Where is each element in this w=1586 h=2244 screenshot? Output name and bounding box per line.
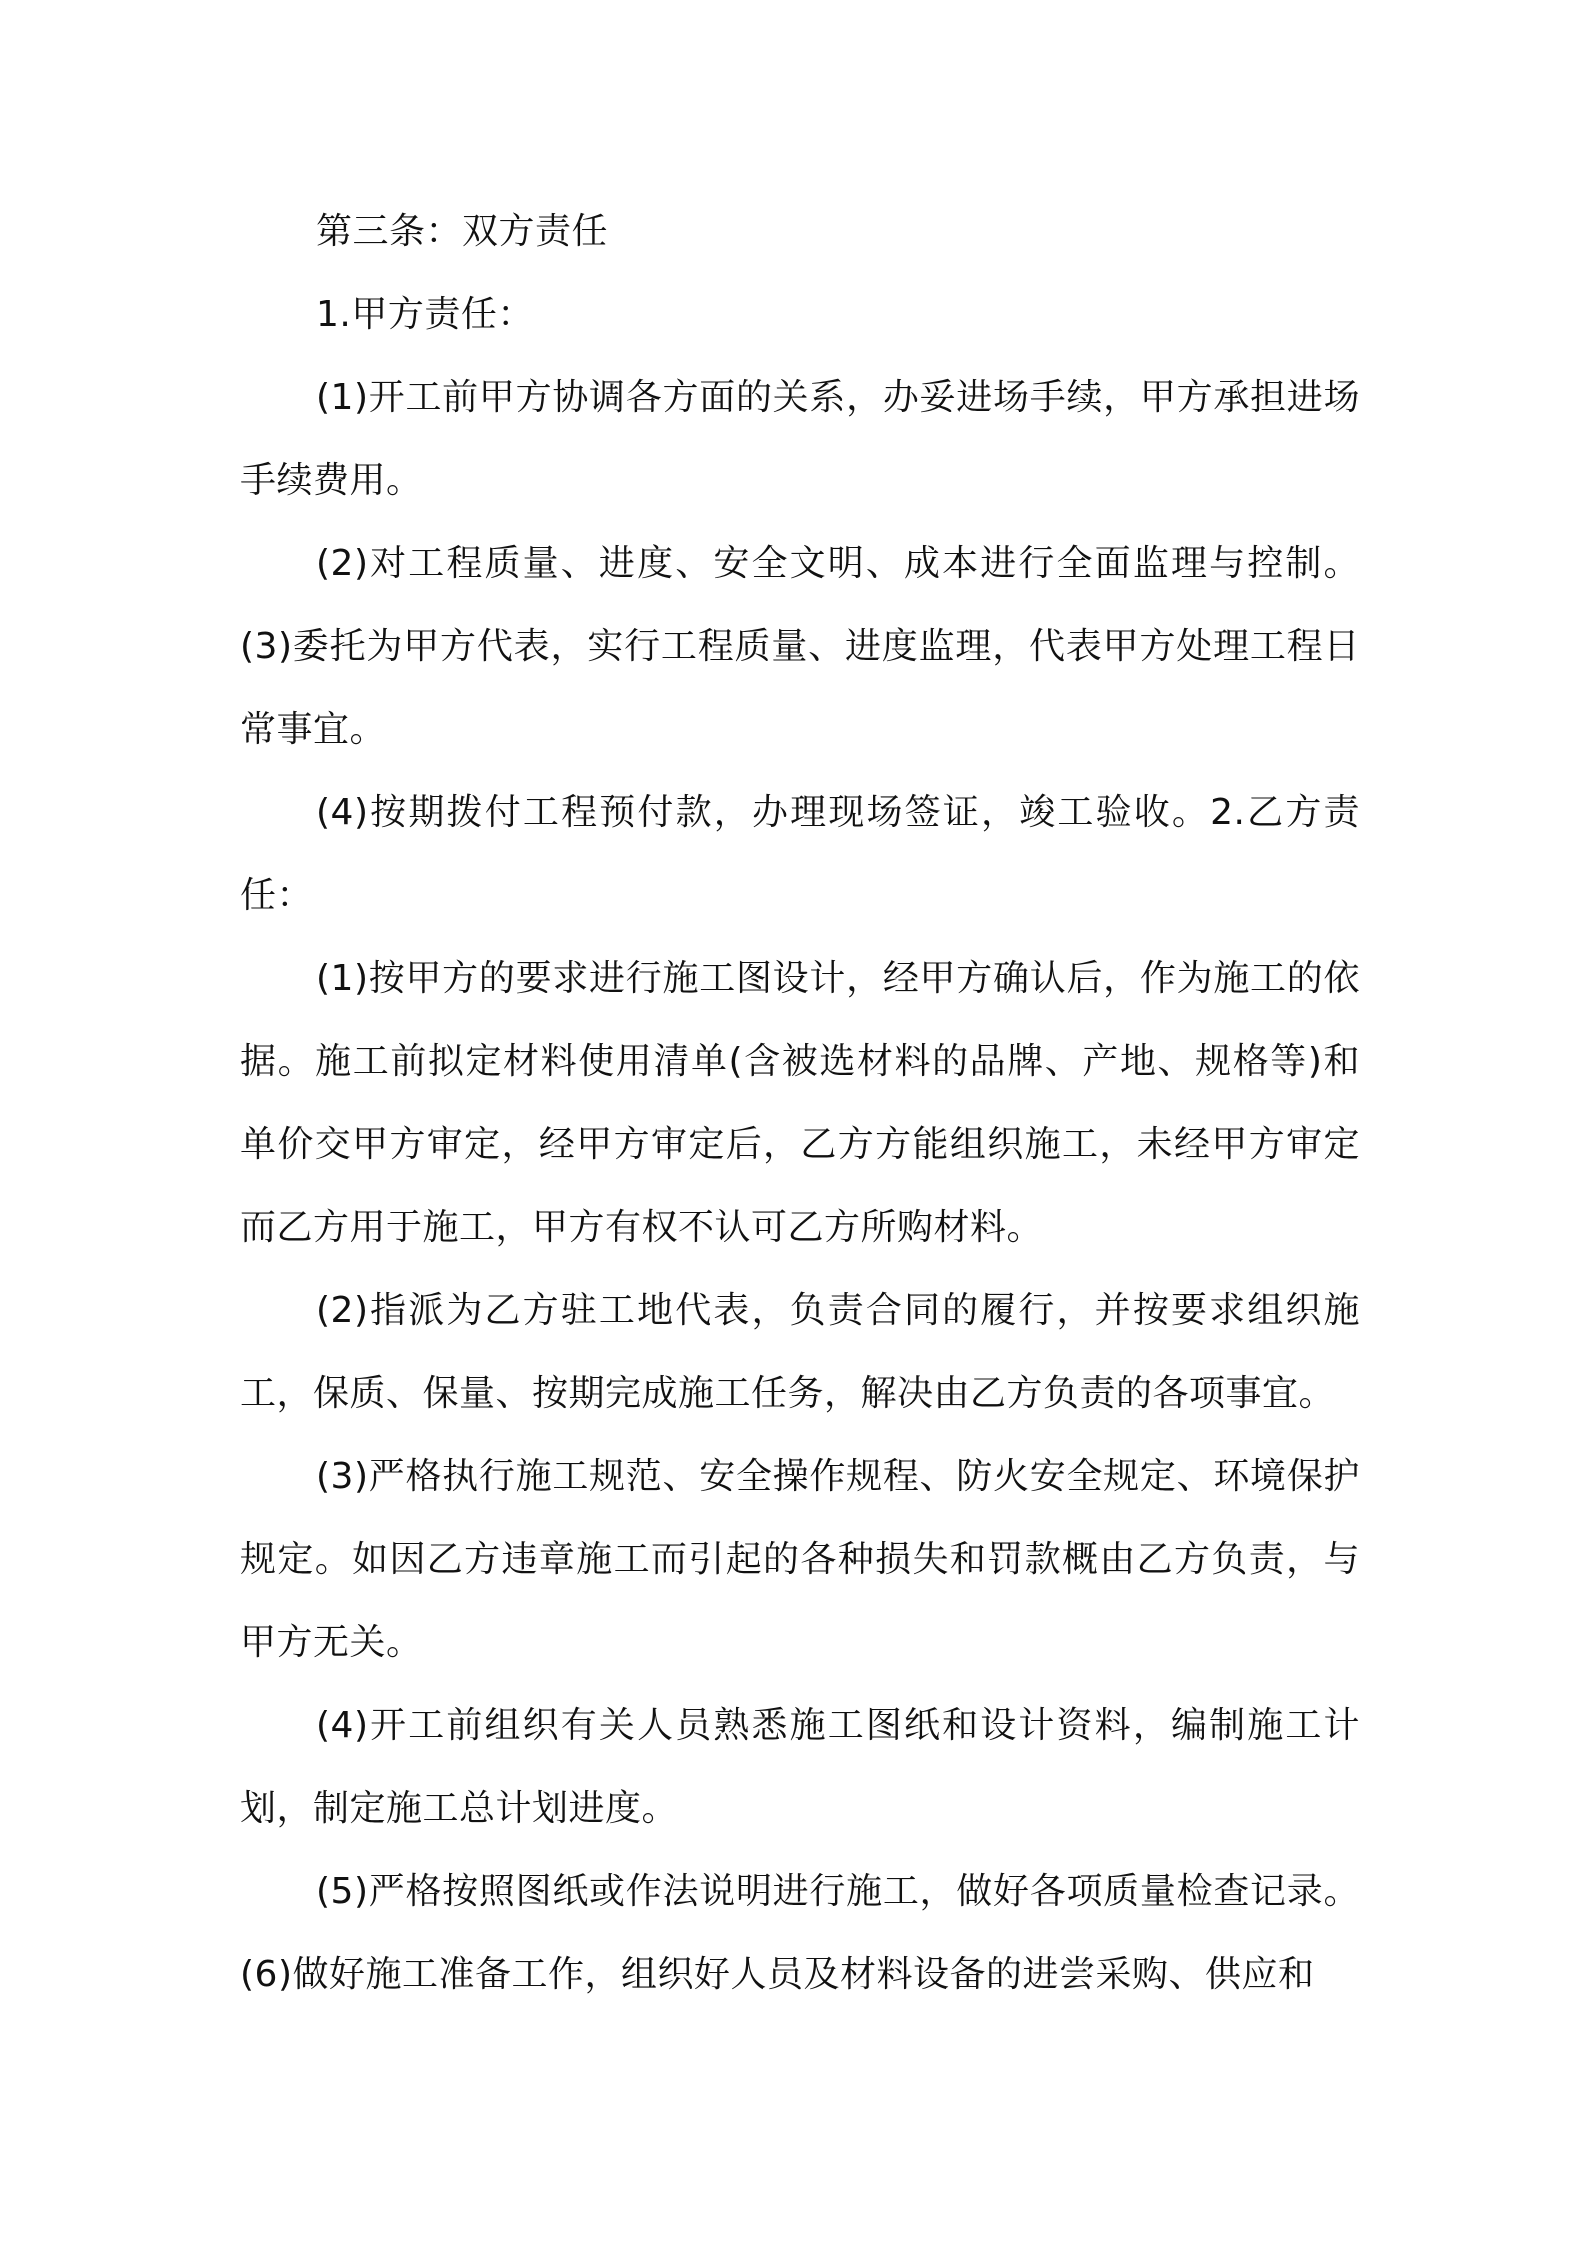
clause-paragraph: (1)开工前甲方协调各方面的关系，办妥进场手续，甲方承担进场手续费用。 <box>240 377 1360 501</box>
subsection-heading-party-a: 1.甲方责任： <box>316 294 534 335</box>
clause-paragraph: (1)按甲方的要求进行施工图设计，经甲方确认后，作为施工的依据。施工前拟定材料使用清单(含被选材料的品牌、产地、规格等)和单价交甲方审定，经甲方审定后，乙方方能组织施工，未经甲方审定而乙方用于施工，甲方有权不认可乙方所购材料。 <box>240 958 1360 1248</box>
clause-paragraph: (4)按期拨付工程预付款，办理现场签证，竣工验收。2.乙方责任： <box>240 792 1360 916</box>
clause-paragraph: (3)严格执行施工规范、安全操作规程、防火安全规定、环境保护规定。如因乙方违章施工而引起的各种损失和罚款概由乙方负责，与甲方无关。 <box>240 1456 1360 1663</box>
clause-paragraph: (2)指派为乙方驻工地代表，负责合同的履行，并按要求组织施工，保质、保量、按期完成施工任务，解决由乙方负责的各项事宜。 <box>240 1290 1360 1414</box>
clause-paragraph: (5)严格按照图纸或作法说明进行施工，做好各项质量检查记录。(6)做好施工准备工作，组织好人员及材料设备的进尝采购、供应和 <box>240 1871 1360 1995</box>
section-heading: 第三条：双方责任 <box>316 211 609 252</box>
clause-paragraph: (2)对工程质量、进度、安全文明、成本进行全面监理与控制。(3)委托为甲方代表，实行工程质量、进度监理，代表甲方处理工程日常事宜。 <box>240 543 1360 750</box>
clause-paragraph: (4)开工前组织有关人员熟悉施工图纸和设计资料，编制施工计划，制定施工总计划进度。 <box>240 1705 1360 1829</box>
document-body <box>240 190 1360 2016</box>
